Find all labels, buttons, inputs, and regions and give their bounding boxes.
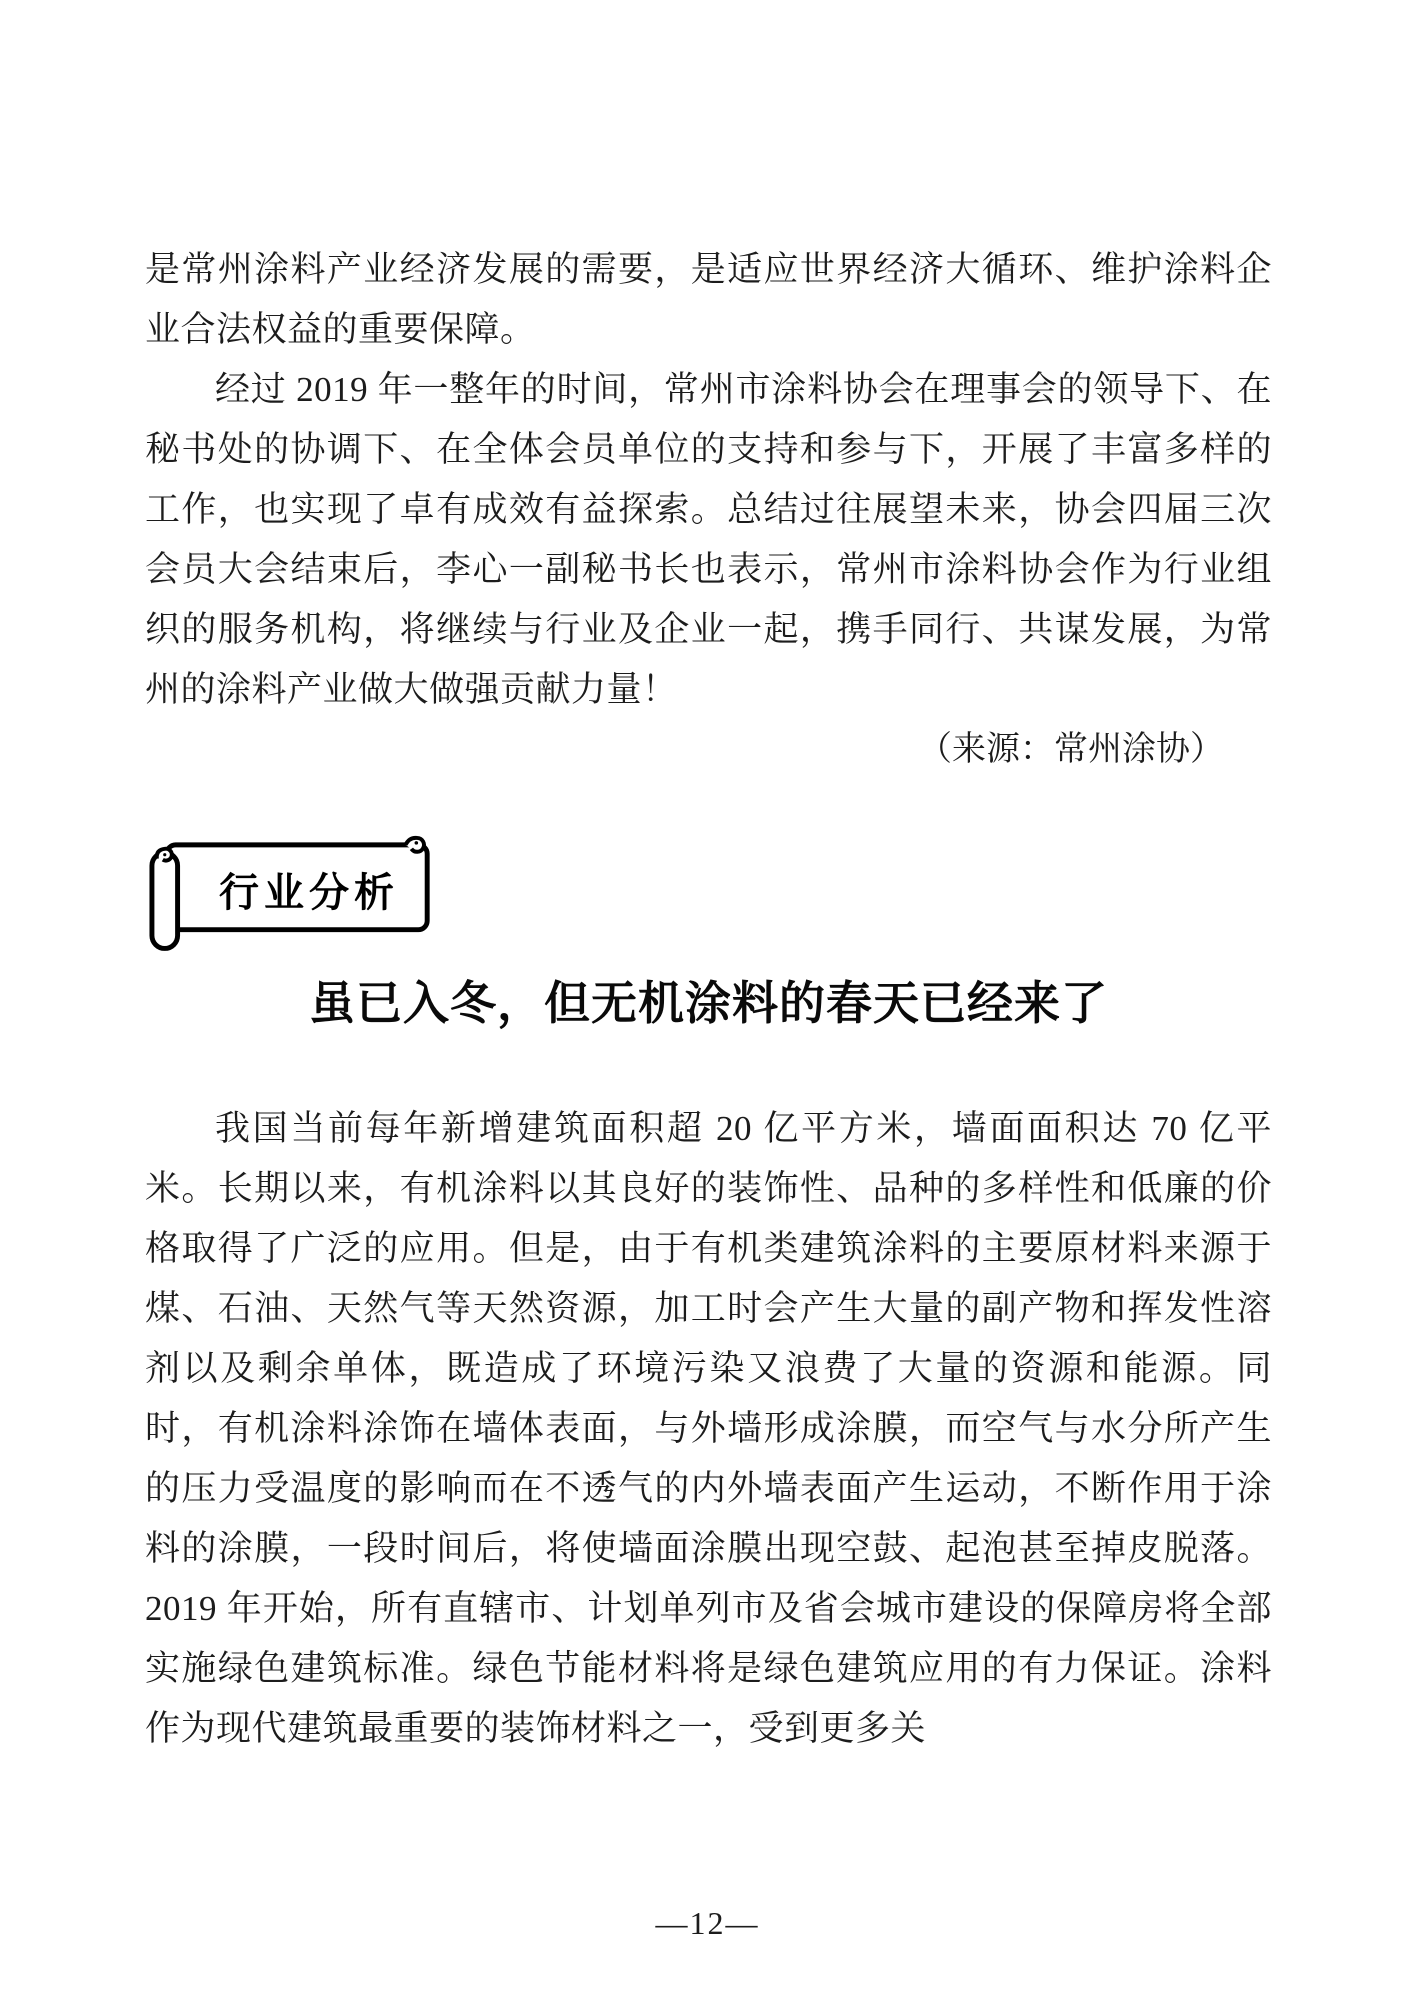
article-headline: 虽已入冬，但无机涂料的春天已经来了 [309, 978, 1108, 1029]
section-banner-label: 行业分析 [219, 871, 399, 915]
paragraph-association-summary: 经过 2019 年一整年的时间，常州市涂料协会在理事会的领导下、在秘书处的协调下、在全体会员单位的支持和参与下，开展了丰富多样的工作，也实现了卓有成效有益探索。总结过往展望未来，协会四届三次会员大会结束后，李心一副秘书长也表示，常州市涂料协会作为行业组织的服务机构，将继续与行业及企业一起，携手同行、共谋发展，为常州的涂料产业做大做强贡献力量！ [145, 370, 1272, 709]
paragraph-continuation: 是常州涂料产业经济发展的需要，是适应世界经济大循环、维护涂料企业合法权益的重要保障。 [145, 250, 1272, 349]
source-attribution: （来源：常州涂协） [918, 731, 1224, 768]
section-banner [147, 835, 443, 953]
article-body: 我国当前每年新增建筑面积超 20 亿平方米，墙面面积达 70 亿平米。长期以来，有机涂料以其良好的装饰性、品种的多样性和低廉的价格取得了广泛的应用。但是，由于有机类建筑涂料的主要原材料来源于煤、石油、天然气等天然资源，加工时会产生大量的副产物和挥发性溶剂以及剩余单体，既造成了环境污染又浪费了大量的资源和能源。同时，有机涂料涂饰在墙体表面，与外墙形成涂膜，而空气与水分所产生的压力受温度的影响而在不透气的内外墙表面产生运动，不断作用于涂料的涂膜，一段时间后，将使墙面涂膜出现空鼓、起泡甚至掉皮脱落。2019 年开始，所有直辖市、计划单列市及省会城市建设的保障房将全部实施绿色建筑标准。绿色节能材料将是绿色建筑应用的有力保证。涂料作为现代建筑最重要的装饰材料之一，受到更多关 [145, 1109, 1272, 1748]
page-content [145, 0, 1272, 1759]
page-number: —12— [655, 1905, 760, 1941]
